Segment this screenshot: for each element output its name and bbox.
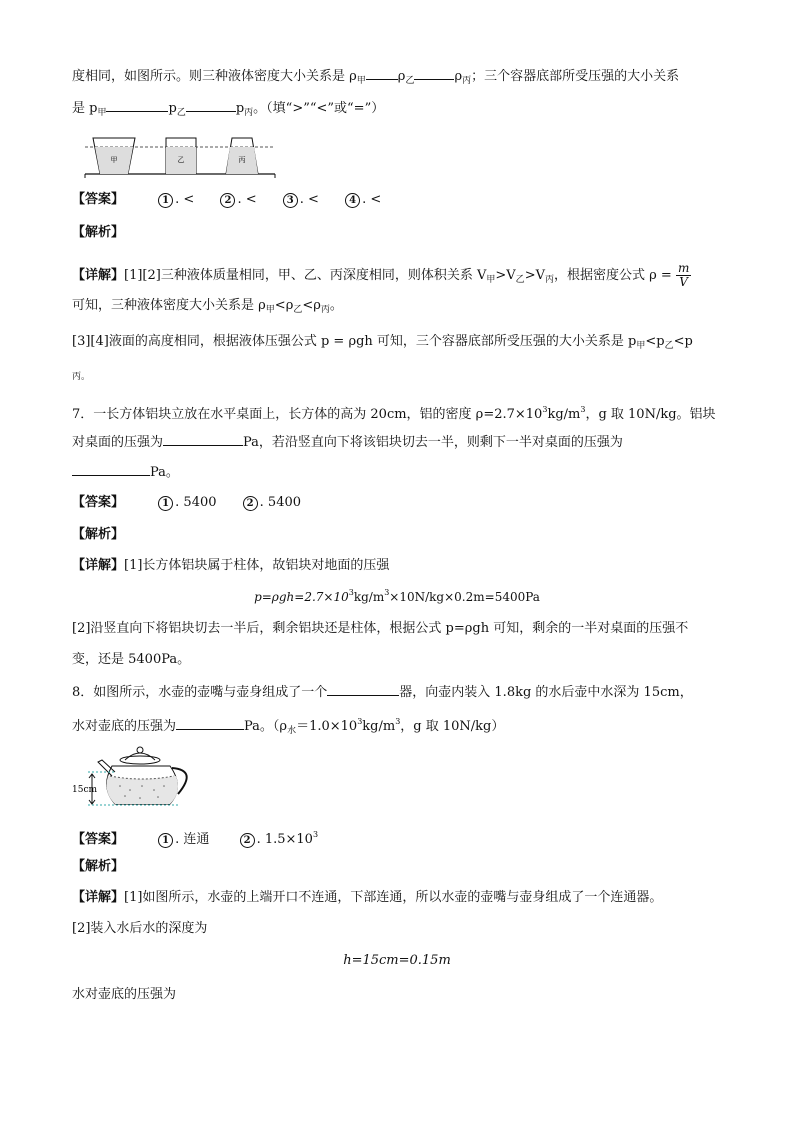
q6-detail-2: 可知，三种液体密度大小关系是 $\rho_甲<\rho_乙<\rho_丙$。	[72, 298, 343, 315]
q8-line-2: 水对壶底的压强为 Pa。（$\rho_水=1.0\times 10^3kg/m^3$，g 取 10N/kg）	[72, 717, 505, 736]
q6-line-1: 度相同，如图所示。则三种液体密度大小关系是 $\rho_甲$ $\rho_乙$ $\rho_丙$；三个容器底部所受压强的大小关系	[72, 66, 679, 90]
q8-answer: 【答案】 1 . 连通 2 . $1.5\times 10^3$	[72, 830, 319, 847]
q7-answer: 【答案】 1 . 5400 2 . 5400	[72, 495, 302, 510]
q7-formula: $p=\rho gh=2.7\times 10^3kg/m^3\times 10N/kg\times 0.2m=5400Pa$	[254, 588, 540, 604]
label-jia: 甲	[110, 156, 118, 164]
q6-detail-1: 【详解】[1][2]三种液体质量相同，甲、乙、丙深度相同，则体积关系 $V_甲>V_乙>V_丙$，根据密度公式 ρ = $\frac{m}{V}$	[72, 261, 690, 289]
q8-line-1: 8．如图所示，水壶的壶嘴与壶身组成了一个 器，向壶内装入 1.8kg 的水后壶中水深为 15cm，	[72, 682, 693, 702]
q8-detail-1: 【详解】[1]如图所示，水壶的上端开口不连通，下部连通，所以水壶的壶嘴与壶身组成了一个连通器。	[72, 890, 663, 905]
label-bing: 丙	[238, 156, 246, 164]
q7-line-3: Pa。	[72, 462, 179, 482]
q8-detail-2: [2]装入水后水的深度为	[72, 921, 208, 936]
q7-line-2: 对桌面的压强为 Pa，若沿竖直向下将该铝块切去一半，则剩下一半对桌面的压强为	[72, 432, 623, 452]
q7-line-1: 7．一长方体铝块立放在水平桌面上，长方体的高为 20cm，铝的密度 $\rho=2.7\times 10^3kg/m^3$，g 取 10N/kg。铝块	[72, 405, 716, 422]
q6-line-2: 是 $p_甲$ $p_乙$ $p_丙$。（填“>”“<”或“=”）	[72, 98, 384, 122]
depth-label: 15cm	[72, 785, 98, 795]
q8-detail-3: 水对壶底的压强为	[72, 987, 177, 1002]
q8-analysis-label: 【解析】	[72, 859, 125, 874]
q7-detail-2: [2]沿竖直向下将铝块切去一半后，剩余铝块还是柱体，根据公式 p=ρgh 可知，剩余的一半对桌面的压强不	[72, 621, 689, 636]
q8-formula: h=15cm=0.15m	[343, 953, 451, 968]
three-containers-figure	[80, 130, 280, 180]
q6-analysis-label: 【解析】	[72, 225, 125, 240]
teapot-figure	[70, 742, 210, 812]
q7-detail-3: 变，还是 5400Pa。	[72, 652, 191, 667]
q6-detail-3: [3][4]液面的高度相同，根据液体压强公式 p = ρgh 可知，三个容器底部所受压强的大小关系是 $p_甲<p_乙<p$	[72, 334, 693, 351]
q7-analysis-label: 【解析】	[72, 527, 125, 542]
q6-detail-4: 丙。	[72, 372, 91, 382]
label-yi: 乙	[177, 156, 185, 164]
density-fraction: $\frac{m}{V}$	[677, 261, 690, 289]
q7-detail-1: 【详解】[1]长方体铝块属于柱体，故铝块对地面的压强	[72, 558, 390, 573]
q6-answer: 【答案】 1 . < 2 . < 3 . < 4 . <	[72, 192, 382, 207]
